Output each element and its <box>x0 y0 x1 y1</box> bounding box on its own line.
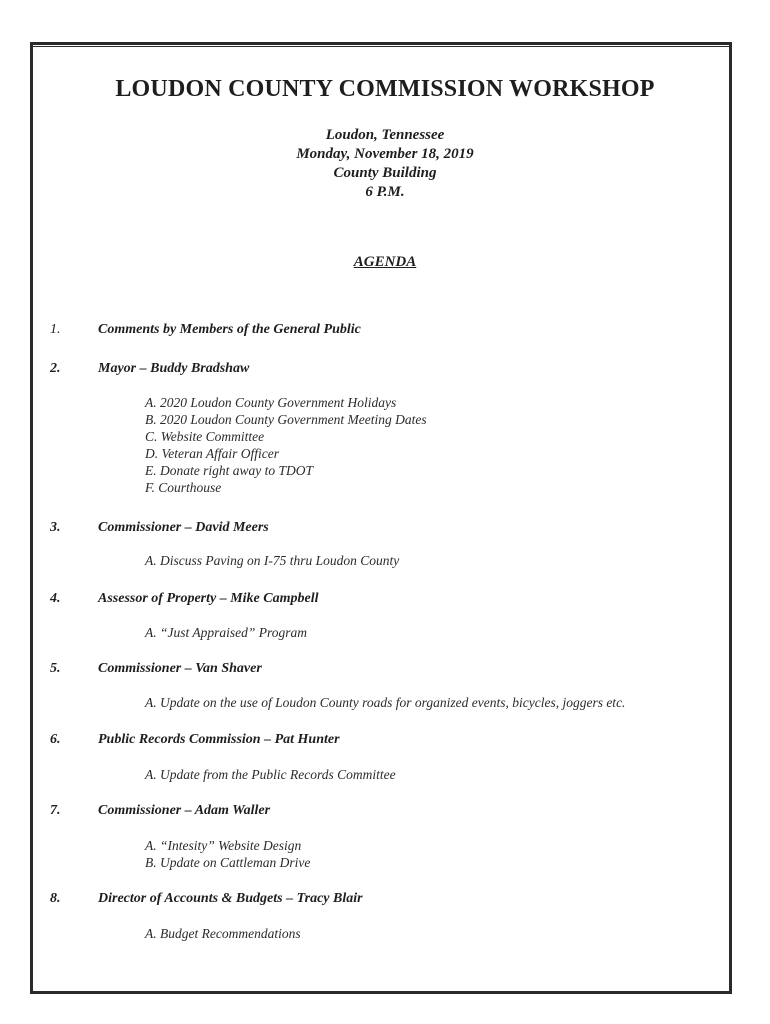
agenda-item-number: 1. <box>50 322 61 337</box>
agenda-item-heading: Mayor – Buddy Bradshaw <box>98 361 250 376</box>
agenda-item-heading: Assessor of Property – Mike Campbell <box>98 591 319 606</box>
agenda-item-6-subitems <box>145 766 396 783</box>
agenda-item-heading: Director of Accounts & Budgets – Tracy Blair <box>98 891 363 906</box>
subitem: A. Discuss Paving on I-75 thru Loudon County <box>145 553 400 568</box>
subitem: A. 2020 Loudon County Government Holidays <box>145 395 397 410</box>
subitem: B. 2020 Loudon County Government Meeting Dates <box>145 412 427 427</box>
subitem: E. Donate right away to TDOT <box>145 463 314 478</box>
agenda-item-3-subitems <box>145 552 399 569</box>
agenda-item-number: 6. <box>50 732 61 747</box>
agenda-item-number: 2. <box>50 361 61 376</box>
subitem: D. Veteran Affair Officer <box>145 446 279 461</box>
agenda-item-7-subitems <box>145 837 310 871</box>
meeting-venue: County Building <box>333 165 437 181</box>
meeting-location: Loudon, Tennessee <box>325 127 445 143</box>
agenda-item-number: 5. <box>50 661 61 676</box>
subitem: A. “Just Appraised” Program <box>145 625 308 640</box>
agenda-item-heading: Public Records Commission – Pat Hunter <box>98 732 340 747</box>
meeting-header <box>0 126 770 202</box>
subitem: C. Website Committee <box>145 429 265 444</box>
agenda-item-number: 3. <box>50 520 61 535</box>
agenda-item-number: 8. <box>50 891 61 906</box>
subitem: A. Update from the Public Records Committee <box>145 767 396 782</box>
subitem: A. Update on the use of Loudon County roads for organized events, bicycles, joggers etc. <box>145 695 626 710</box>
agenda-item-number: 4. <box>50 591 61 606</box>
meeting-date: Monday, November 18, 2019 <box>296 146 474 162</box>
agenda-item-heading: Commissioner – Van Shaver <box>98 661 262 676</box>
subitem: A. “Intesity” Website Design <box>145 838 302 853</box>
agenda-item-number: 7. <box>50 803 61 818</box>
agenda-heading: AGENDA <box>353 254 417 270</box>
agenda-item-5-subitems <box>145 694 625 711</box>
subitem: A. Budget Recommendations <box>145 926 301 941</box>
agenda-item-4-subitems <box>145 624 307 641</box>
agenda-item-heading: Commissioner – David Meers <box>98 520 269 535</box>
subitem: B. Update on Cattleman Drive <box>145 855 311 870</box>
agenda-item-2-subitems <box>145 394 427 496</box>
agenda-item-heading: Comments by Members of the General Public <box>98 322 361 337</box>
document-title: LOUDON COUNTY COMMISSION WORKSHOP <box>115 76 655 102</box>
subitem: F. Courthouse <box>145 480 222 495</box>
meeting-time: 6 P.M. <box>365 184 405 200</box>
agenda-item-heading: Commissioner – Adam Waller <box>98 803 271 818</box>
agenda-item-8-subitems <box>145 925 301 942</box>
